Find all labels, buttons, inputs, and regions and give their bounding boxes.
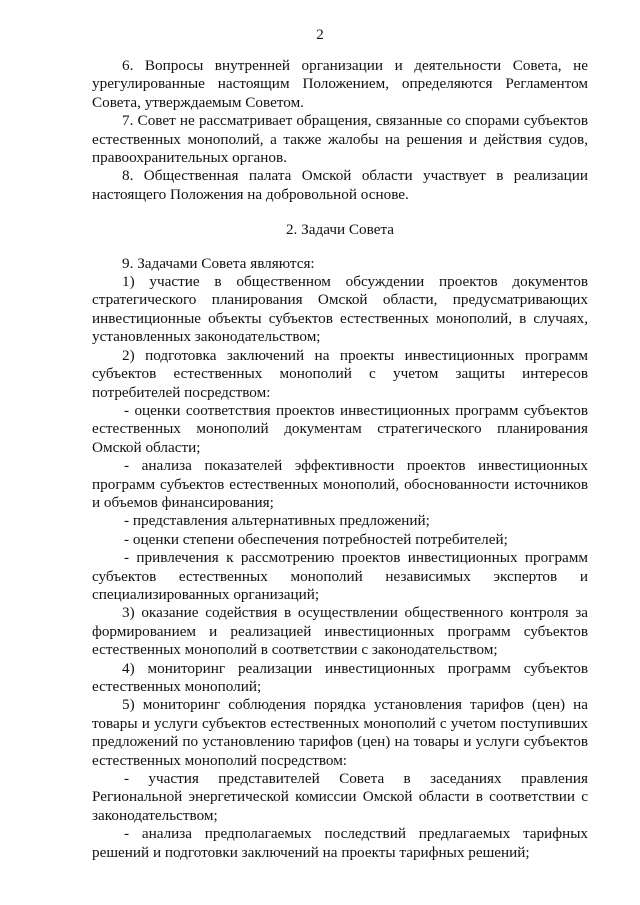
paragraph-7: 7. Совет не рассматривает обращения, связанные со спорами субъектов естественных монополий, а также жалобы на решения и действия судов, правоохранительных органов. — [92, 112, 588, 167]
document-body — [92, 57, 588, 862]
tasks-intro: 9. Задачами Совета являются: — [122, 254, 315, 272]
paragraph-8: 8. Общественная палата Омской области участвует в реализации настоящего Положения на добровольной основе. — [92, 167, 588, 203]
page-number: 2 — [316, 27, 324, 43]
section-title: 2. Задачи Совета — [285, 221, 395, 239]
task-5-item: - анализа предполагаемых последствий предлагаемых тарифных решений и подготовки заключений на проекты тарифных решений; — [92, 825, 588, 861]
paragraph-6: 6. Вопросы внутренней организации и деятельности Совета, не урегулированные настоящим Положением, определяются Регламентом Совета, утверждаемым Советом. — [92, 57, 588, 111]
task-5-item: - участия представителей Совета в заседаниях правления Региональной энергетической комиссии Омской области в соответствии с законодательством; — [92, 770, 588, 824]
task-2-item: - оценки соответствия проектов инвестиционных программ субъектов естественных монополий документам стратегического планирования Омской области; — [92, 401, 588, 456]
task-2-item: - представления альтернативных предложений; — [124, 512, 430, 530]
task-1: 1) участие в общественном обсуждении проектов документов стратегического планирования Омской области, предусматривающих инвестиционные объекты субъектов естественных монополий, в случаях, установленных законодательством; — [92, 273, 588, 346]
task-2-item: - оценки степени обеспечения потребностей потребителей; — [124, 530, 508, 548]
task-2: 2) подготовка заключений на проекты инвестиционных программ субъектов естественных монополий с учетом защиты интересов потребителей посредством: — [92, 346, 588, 401]
task-3: 3) оказание содействия в осуществлении общественного контроля за формированием и реализацией инвестиционных программ субъектов естественных монополий в соответствии с законодательством; — [92, 604, 588, 659]
task-4: 4) мониторинг реализации инвестиционных программ субъектов естественных монополий; — [92, 659, 588, 695]
task-2-item: - привлечения к рассмотрению проектов инвестиционных программ субъектов естественных монополий независимых экспертов и специализированных организаций; — [92, 549, 588, 603]
task-2-item: - анализа показателей эффективности проектов инвестиционных программ субъектов естественных монополий, обоснованности источников и объемов финансирования; — [92, 457, 588, 511]
task-5: 5) мониторинг соблюдения порядка установления тарифов (цен) на товары и услуги субъектов естественных монополий с учетом поступивших предложений по установлению тарифов (цен) на товары и услуги субъектов естественных монополий посредством: — [92, 696, 588, 769]
